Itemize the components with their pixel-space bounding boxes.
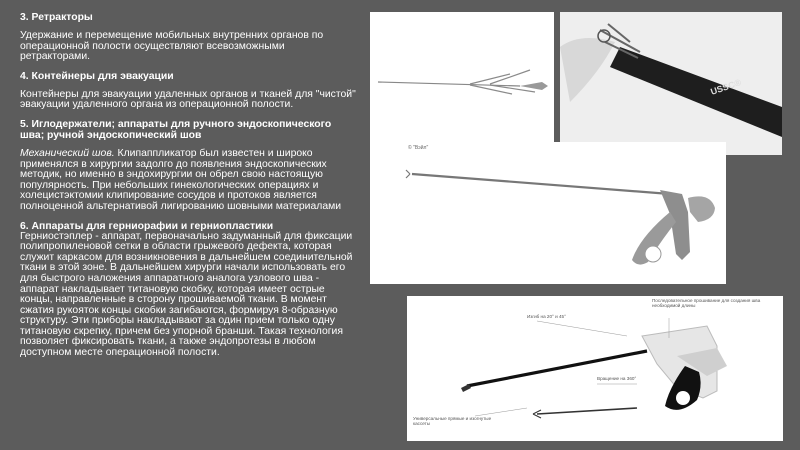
heading-needle-holders: 5. Иглодержатели; аппараты для ручного эндоскопического шва; ручной эндоскопический шов (20, 118, 332, 141)
herniastapler-photo (407, 296, 783, 441)
italic-lead: Механический шов. (20, 147, 115, 159)
callout-sequential: Последовательное прошивание для создания шва необходимой длины (652, 298, 761, 309)
para-retractors: Удержание и перемещение мобильных внутренних органов по операционной полости осуществляют всевозможными ретракторами. (20, 30, 324, 63)
para-containers: Контейнеры для эвакуации удаленных органов и тканей для "чистой" эвакуации удаленного органа из операционной полости. (20, 88, 356, 111)
text-column (20, 12, 356, 359)
callout-rotation: Вращение на 360° (597, 376, 637, 381)
ussc-label: USSC® (709, 77, 743, 97)
heading-containers: 4. Контейнеры для эвакуации (20, 70, 174, 82)
para-mechanical-suture (20, 149, 356, 213)
needle-holder-caption: © "Вэйл" (408, 145, 429, 151)
ussc-instrument-photo (560, 12, 782, 155)
heading-herniorrhaphy: 6. Аппараты для герниорафии и герниопластики (20, 220, 274, 232)
para-mechanical-suture-text: Клипаппликатор был известен и широко применялся в хирургии задолго до появления эндоскопических методик, но именно в эндохирургии он обрел свою настоящую популярность. При небольших гинекологических операциях и холецистэктомии клипирование сосудов и протоков является полноценной альтернативой лигированию шовными материалами (20, 147, 342, 212)
needle-holder-photo (370, 142, 726, 284)
needle-holder-drawing (370, 142, 726, 284)
heading-retractors: 3. Ретракторы (20, 12, 93, 23)
callout-cassettes: Универсальные прямые и изогнутые кассеты (413, 416, 492, 427)
callout-bend: Изгиб на 20° и 45° (527, 314, 566, 319)
para-herniastapler: Герниостэплер - аппарат, первоначально задуманный для фиксации полипропиленовой сетки в области грыжевого дефекта, которая служит каркасом для возникновения в дальнейшем соединительной ткани в этой зоне. В дальнейшем хирурги начали использовать его для быстрого наложения аппаратного аналога узлового шва - аппарат накладывает титановую скобку, которая имеет острые концы, направленные в сторону прошиваемой ткани. В момент сжатия рукояток концы скобки загибаются, формируя 8-образную структуру. Эти приборы накладывают за один прием только одну титановую скрепку, причем без упорной бранши. Такая технология позволяет фиксировать ткани, а также эндопротезы в любом доступном месте операционной полости. (20, 230, 353, 359)
retractor-photo (370, 12, 554, 155)
ussc-drawing (560, 12, 782, 155)
retractor-drawing (370, 12, 554, 155)
